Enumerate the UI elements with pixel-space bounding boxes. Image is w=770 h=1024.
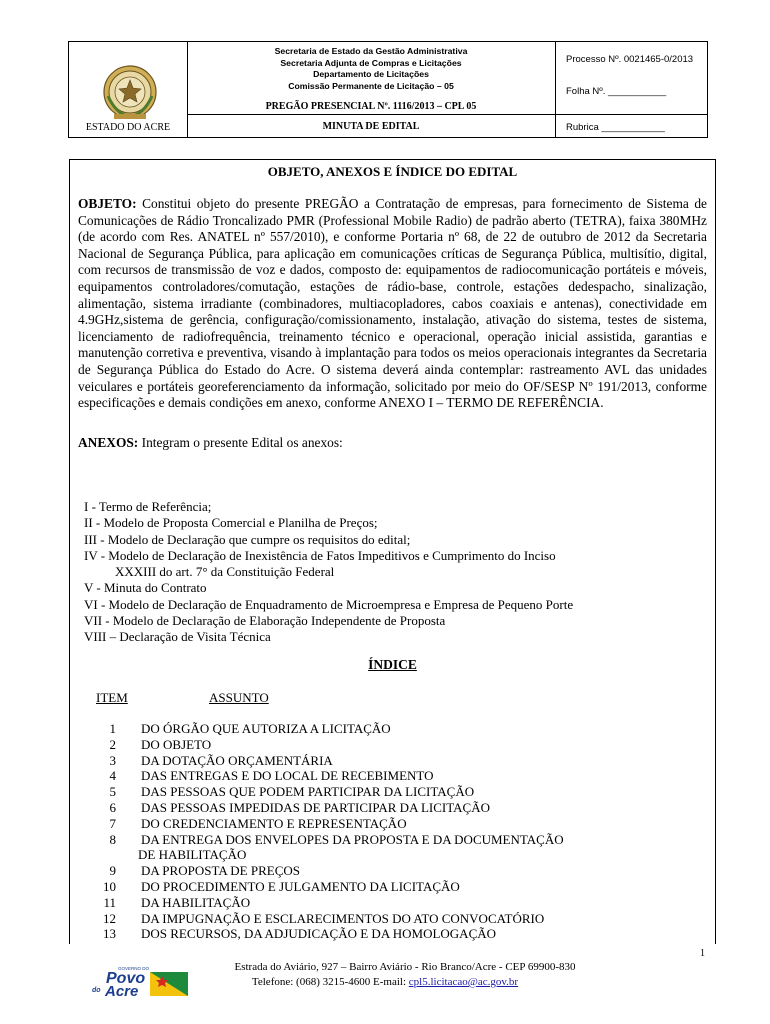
footer-address: Estrada do Aviário, 927 – Bairro Aviário - Rio Branco/Acre - CEP 69900-830 bbox=[234, 961, 576, 973]
page-number: 1 bbox=[700, 948, 705, 959]
department-line: Comissão Permanente de Licitação – 05 bbox=[288, 80, 454, 91]
annex-item: VI - Modelo de Declaração de Enquadramento de Microempresa e Empresa de Pequeno Porte bbox=[84, 596, 574, 612]
index-row-subject: DO OBJETO bbox=[141, 736, 212, 752]
index-row-number: 11 bbox=[103, 894, 116, 910]
index-row bbox=[70, 721, 710, 737]
annex-list bbox=[84, 499, 573, 646]
logo-text: do bbox=[92, 987, 101, 994]
objeto-text: Constitui objeto do presente PREGÃO a Contratação de empresas, para fornecimento de Sistema de Comunicações de Rádio Troncalizado PMR (Professional Mobile Radio) de padrão aberto (TETRA), faixa 380MHz (de acordo com Res. ANATEL nº 557/2010), e conforme Portaria nº 68, de 22 de outubro de 2012 da Secretaria Nacional de Segurança Pública, para aplicação em comunicações críticas de Segurança Pública, multisítio, digital, com recursos de transmissão de voz e dados, composto de: equipamentos de radiocomunicação portáteis e móveis, equipamentos controladores/comutação, estações de rádio-base, controle, estações dedespacho, sinalização, alimentação, sistema irradiante (combinadores, multiacopladores, cabos coaxiais e antenas), conectividade em 4.9GHz,sistema de gerência, configuração/comissionamento, instalação, ativação do sistema, testes de sistema, licenciamento de radiofrequência, treinamento técnico e operacional, operação inicial assistida, garantias e manutenção corretiva e preventiva, visando à implantação para todos os meios operacionais integrantes da Secretaria de Segurança Pública do Estado do Acre. O sistema deverá ainda contemplar: rastreamento AVL das unidades veiculares e portáteis georeferenciamento da informação, solicitado por meio do OF/SESP Nº 191/2013, conforme especificações e demais condições em anexo, conforme ANEXO I – TERMO DE REFERÊNCIA. bbox=[78, 196, 707, 411]
annex-item: III - Modelo de Declaração que cumpre os requisitos do edital; bbox=[84, 531, 411, 547]
index-row-number: 2 bbox=[109, 736, 116, 752]
logo-text: GOVERNO DO bbox=[118, 966, 150, 971]
annex-item: I - Termo de Referência; bbox=[84, 499, 212, 514]
acre-coat-of-arms-icon bbox=[102, 62, 158, 122]
index-row bbox=[70, 926, 710, 942]
index-row-number: 4 bbox=[109, 768, 116, 784]
document-header bbox=[68, 41, 708, 138]
index-row-number: 12 bbox=[103, 910, 116, 926]
annex-item: VIII – Declaração de Visita Técnica bbox=[84, 629, 271, 645]
index-row-number: 1 bbox=[109, 721, 116, 736]
index-row-subject: DAS PESSOAS IMPEDIDAS DE PARTICIPAR DA LICITAÇÃO bbox=[141, 799, 491, 815]
annex-item: IV - Modelo de Declaração de Inexistência de Fatos Impeditivos e Cumprimento do Inciso bbox=[84, 547, 556, 563]
department-line: Secretaria Adjunta de Compras e Licitações bbox=[280, 57, 462, 68]
annex-item: XXXIII do art. 7° da Constituição Federal bbox=[115, 564, 335, 580]
folha-field: Folha Nº. ___________ bbox=[566, 86, 667, 97]
objeto-label: OBJETO: bbox=[78, 196, 137, 211]
index-row bbox=[70, 753, 710, 769]
rubrica-field: Rubrica ____________ bbox=[566, 122, 665, 133]
process-number: Processo Nº. 0021465-0/2013 bbox=[566, 54, 694, 65]
index-row-subject: DA ENTREGA DOS ENVELOPES DA PROPOSTA E DA DOCUMENTAÇÃO bbox=[141, 831, 564, 847]
index-row-number: 10 bbox=[103, 878, 116, 894]
department-lines bbox=[187, 46, 555, 92]
index-row-number: 6 bbox=[109, 799, 116, 815]
index-row-number: 3 bbox=[109, 752, 116, 768]
index-row bbox=[70, 895, 710, 911]
index-row bbox=[70, 879, 710, 895]
index-row bbox=[70, 784, 710, 800]
annex-item: II - Modelo de Proposta Comercial e Planilha de Preços; bbox=[84, 515, 378, 531]
annex-item: V - Minuta do Contrato bbox=[84, 580, 207, 596]
index-row-subject: DA IMPUGNAÇÃO E ESCLARECIMENTOS DO ATO CONVOCATÓRIO bbox=[141, 910, 545, 926]
header-divider bbox=[187, 114, 555, 115]
state-name: ESTADO DO ACRE bbox=[85, 122, 171, 133]
index-row-subject: DOS RECURSOS, DA ADJUDICAÇÃO E DA HOMOLOGAÇÃO bbox=[141, 926, 497, 942]
footer-contact bbox=[0, 976, 770, 988]
document-type: MINUTA DE EDITAL bbox=[322, 121, 420, 132]
index-row bbox=[70, 737, 710, 753]
index-row bbox=[70, 863, 710, 879]
header-divider bbox=[555, 114, 707, 115]
index-row-number: 8 bbox=[109, 831, 116, 847]
annex-item: VII - Modelo de Declaração de Elaboração Independente de Proposta bbox=[84, 613, 446, 629]
index-row-subject: DO ÓRGÃO QUE AUTORIZA A LICITAÇÃO bbox=[141, 721, 391, 736]
footer-email-link[interactable]: cpl5.licitacao@ac.gov.br bbox=[408, 976, 519, 988]
index-row bbox=[70, 832, 710, 848]
index-row bbox=[70, 800, 710, 816]
index-row-number: 13 bbox=[103, 926, 116, 942]
index-column-item: ITEM bbox=[96, 690, 128, 705]
logo-text: Acre bbox=[105, 983, 139, 998]
index-list bbox=[70, 721, 710, 942]
section-title: OBJETO, ANEXOS E ÍNDICE DO EDITAL bbox=[267, 164, 518, 179]
index-row-subject: DAS PESSOAS QUE PODEM PARTICIPAR DA LICITAÇÃO bbox=[141, 784, 475, 800]
index-row bbox=[70, 847, 710, 863]
index-row-number: 5 bbox=[109, 784, 116, 800]
index-row-subject: DA HABILITAÇÃO bbox=[141, 894, 251, 910]
objeto-paragraph bbox=[78, 196, 707, 412]
index-row bbox=[70, 768, 710, 784]
anexos-text: Integram o presente Edital os anexos: bbox=[138, 435, 343, 450]
index-row-subject: DO CREDENCIAMENTO E REPRESENTAÇÃO bbox=[141, 815, 407, 831]
anexos-label: ANEXOS: bbox=[78, 435, 139, 450]
index-title: ÍNDICE bbox=[368, 657, 417, 672]
index-row bbox=[70, 816, 710, 832]
index-row-subject: DE HABILITAÇÃO bbox=[138, 847, 247, 863]
index-row-subject: DO PROCEDIMENTO E JULGAMENTO DA LICITAÇÃO bbox=[141, 878, 460, 894]
index-row-number: 9 bbox=[109, 863, 116, 879]
index-row bbox=[70, 911, 710, 927]
department-line: Departamento de Licitações bbox=[313, 69, 429, 79]
footer-phone: Telefone: (068) 3215-4600 E-mail: bbox=[251, 976, 409, 988]
index-row-subject: DA DOTAÇÃO ORÇAMENTÁRIA bbox=[141, 752, 333, 768]
index-row-subject: DAS ENTREGAS E DO LOCAL DE RECEBIMENTO bbox=[141, 768, 434, 784]
header-divider bbox=[555, 42, 556, 137]
department-line: Secretaria de Estado da Gestão Administrativa bbox=[274, 46, 468, 56]
index-row-subject: DA PROPOSTA DE PREÇOS bbox=[141, 863, 300, 879]
index-column-subject: ASSUNTO bbox=[209, 690, 269, 705]
index-row-number: 7 bbox=[109, 815, 116, 831]
edital-content-box bbox=[69, 159, 716, 944]
logo-text: Povo bbox=[106, 970, 146, 987]
anexos-paragraph bbox=[78, 435, 707, 452]
pregao-number: PREGÃO PRESENCIAL Nº. 1116/2013 – CPL 05 bbox=[265, 101, 477, 112]
